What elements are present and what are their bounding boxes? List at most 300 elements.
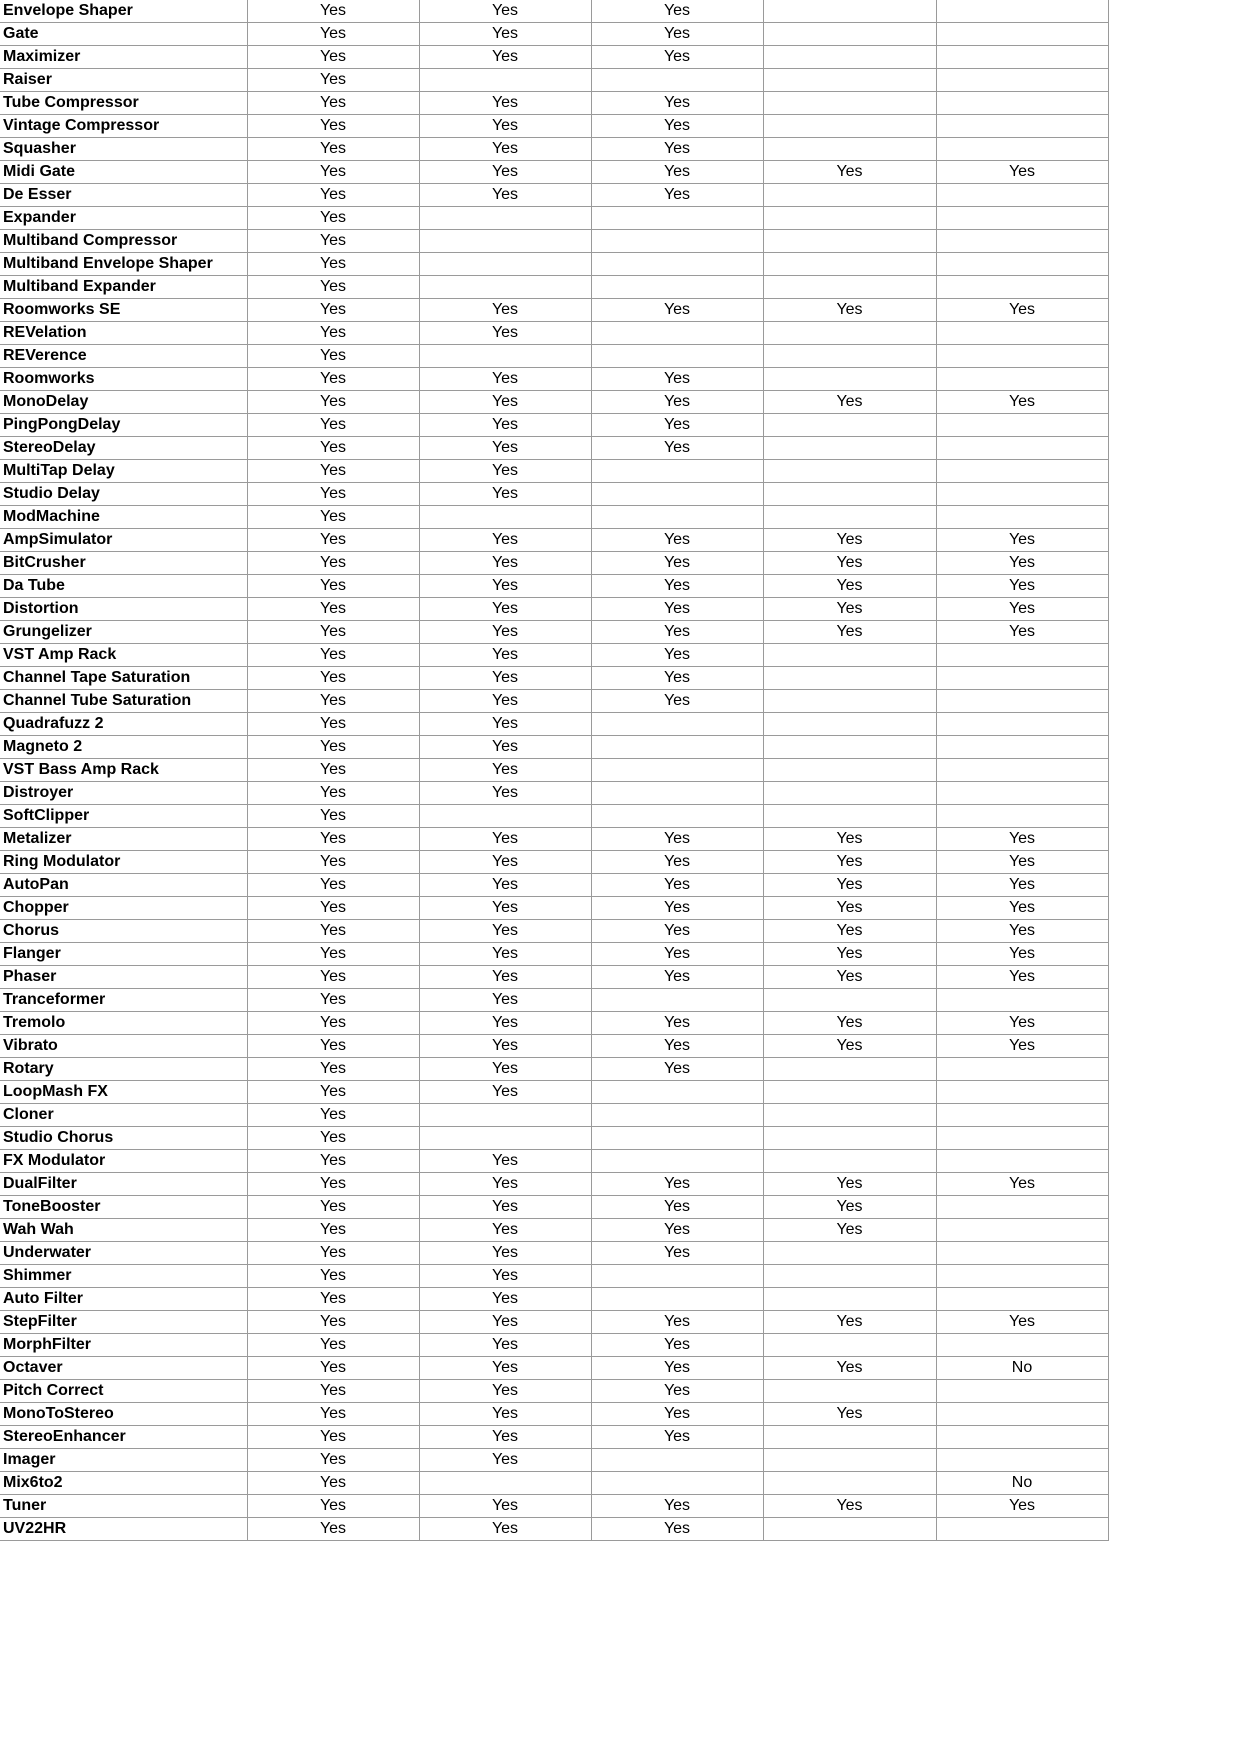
plugin-name-cell: Pitch Correct <box>0 1380 247 1403</box>
support-cell-col-2: Yes <box>419 874 591 897</box>
support-cell-col-5 <box>936 1449 1108 1472</box>
support-cell-col-1: Yes <box>247 1403 419 1426</box>
support-cell-col-3: Yes <box>591 1426 763 1449</box>
support-cell-col-4 <box>763 345 936 368</box>
support-cell-col-1: Yes <box>247 575 419 598</box>
plugin-name-cell: Flanger <box>0 943 247 966</box>
support-cell-col-1: Yes <box>247 1012 419 1035</box>
table-row <box>0 1104 1108 1127</box>
support-cell-col-3 <box>591 989 763 1012</box>
support-cell-col-1: Yes <box>247 506 419 529</box>
support-cell-col-4 <box>763 46 936 69</box>
support-cell-col-4: Yes <box>763 874 936 897</box>
support-cell-col-3 <box>591 253 763 276</box>
table-row <box>0 230 1108 253</box>
support-cell-col-5: Yes <box>936 828 1108 851</box>
support-cell-col-2: Yes <box>419 1035 591 1058</box>
plugin-name-cell: Midi Gate <box>0 161 247 184</box>
support-cell-col-5 <box>936 92 1108 115</box>
support-cell-col-2: Yes <box>419 92 591 115</box>
table-row <box>0 713 1108 736</box>
support-cell-col-4 <box>763 1334 936 1357</box>
support-cell-col-1: Yes <box>247 1449 419 1472</box>
plugin-name-cell: PingPongDelay <box>0 414 247 437</box>
support-cell-col-1: Yes <box>247 437 419 460</box>
support-cell-col-5 <box>936 414 1108 437</box>
plugin-name-cell: MonoDelay <box>0 391 247 414</box>
support-cell-col-1: Yes <box>247 368 419 391</box>
support-cell-col-4: Yes <box>763 1495 936 1518</box>
support-cell-col-3 <box>591 207 763 230</box>
table-row <box>0 1426 1108 1449</box>
support-cell-col-3 <box>591 1150 763 1173</box>
support-cell-col-2: Yes <box>419 299 591 322</box>
support-cell-col-1: Yes <box>247 414 419 437</box>
support-cell-col-5: Yes <box>936 943 1108 966</box>
support-cell-col-3: Yes <box>591 943 763 966</box>
support-cell-col-1: Yes <box>247 828 419 851</box>
support-cell-col-2 <box>419 1104 591 1127</box>
support-cell-col-1: Yes <box>247 667 419 690</box>
table-row <box>0 1058 1108 1081</box>
support-cell-col-4 <box>763 437 936 460</box>
support-cell-col-5 <box>936 1127 1108 1150</box>
support-cell-col-3: Yes <box>591 529 763 552</box>
plugin-name-cell: Gate <box>0 23 247 46</box>
support-cell-col-4 <box>763 1288 936 1311</box>
plugin-name-cell: Underwater <box>0 1242 247 1265</box>
support-cell-col-1: Yes <box>247 1380 419 1403</box>
table-row <box>0 161 1108 184</box>
support-cell-col-2 <box>419 506 591 529</box>
support-cell-col-5 <box>936 207 1108 230</box>
support-cell-col-1: Yes <box>247 736 419 759</box>
support-cell-col-3 <box>591 345 763 368</box>
support-cell-col-5 <box>936 782 1108 805</box>
support-cell-col-2: Yes <box>419 1426 591 1449</box>
table-row <box>0 69 1108 92</box>
support-cell-col-3: Yes <box>591 92 763 115</box>
table-row <box>0 897 1108 920</box>
support-cell-col-3: Yes <box>591 1196 763 1219</box>
support-cell-col-1: Yes <box>247 1311 419 1334</box>
plugin-name-cell: Imager <box>0 1449 247 1472</box>
support-cell-col-1: Yes <box>247 1334 419 1357</box>
plugin-name-cell: Roomworks <box>0 368 247 391</box>
plugin-name-cell: Auto Filter <box>0 1288 247 1311</box>
plugin-name-cell: Channel Tube Saturation <box>0 690 247 713</box>
support-cell-col-2: Yes <box>419 1081 591 1104</box>
support-cell-col-2: Yes <box>419 644 591 667</box>
support-cell-col-1: Yes <box>247 1357 419 1380</box>
table-row <box>0 46 1108 69</box>
support-cell-col-1: Yes <box>247 1472 419 1495</box>
support-cell-col-5 <box>936 1150 1108 1173</box>
support-cell-col-2: Yes <box>419 1449 591 1472</box>
support-cell-col-1: Yes <box>247 874 419 897</box>
table-row <box>0 667 1108 690</box>
table-row <box>0 1242 1108 1265</box>
support-cell-col-1: Yes <box>247 23 419 46</box>
support-cell-col-3 <box>591 713 763 736</box>
support-cell-col-1: Yes <box>247 713 419 736</box>
support-cell-col-3: Yes <box>591 1058 763 1081</box>
support-cell-col-1: Yes <box>247 207 419 230</box>
table-row <box>0 115 1108 138</box>
support-cell-col-2 <box>419 69 591 92</box>
support-cell-col-1: Yes <box>247 851 419 874</box>
support-cell-col-4 <box>763 644 936 667</box>
plugin-name-cell: Mix6to2 <box>0 1472 247 1495</box>
support-cell-col-4 <box>763 253 936 276</box>
plugin-name-cell: Grungelizer <box>0 621 247 644</box>
support-cell-col-2 <box>419 253 591 276</box>
support-cell-col-4: Yes <box>763 299 936 322</box>
support-cell-col-4 <box>763 0 936 23</box>
table-row <box>0 1495 1108 1518</box>
support-cell-col-5 <box>936 437 1108 460</box>
support-cell-col-2: Yes <box>419 1495 591 1518</box>
support-cell-col-5 <box>936 736 1108 759</box>
support-cell-col-1: Yes <box>247 115 419 138</box>
table-row <box>0 552 1108 575</box>
plugin-name-cell: Tube Compressor <box>0 92 247 115</box>
support-cell-col-4 <box>763 276 936 299</box>
support-cell-col-2: Yes <box>419 759 591 782</box>
support-cell-col-1: Yes <box>247 966 419 989</box>
support-cell-col-4 <box>763 1104 936 1127</box>
support-cell-col-1: Yes <box>247 1196 419 1219</box>
support-cell-col-5: Yes <box>936 1173 1108 1196</box>
support-cell-col-4: Yes <box>763 851 936 874</box>
support-cell-col-2: Yes <box>419 920 591 943</box>
support-cell-col-5: Yes <box>936 1495 1108 1518</box>
support-cell-col-3: Yes <box>591 46 763 69</box>
support-cell-col-1: Yes <box>247 920 419 943</box>
table-row <box>0 851 1108 874</box>
table-row <box>0 805 1108 828</box>
support-cell-col-4: Yes <box>763 1012 936 1035</box>
support-cell-col-3: Yes <box>591 598 763 621</box>
plugin-name-cell: StepFilter <box>0 1311 247 1334</box>
support-cell-col-3: Yes <box>591 299 763 322</box>
support-cell-col-4 <box>763 414 936 437</box>
support-cell-col-3: Yes <box>591 138 763 161</box>
support-cell-col-5: Yes <box>936 1311 1108 1334</box>
support-cell-col-2: Yes <box>419 1058 591 1081</box>
support-cell-col-4 <box>763 322 936 345</box>
plugin-name-cell: DualFilter <box>0 1173 247 1196</box>
support-cell-col-3 <box>591 460 763 483</box>
plugin-name-cell: VST Bass Amp Rack <box>0 759 247 782</box>
support-cell-col-3: Yes <box>591 1518 763 1541</box>
table-row <box>0 1403 1108 1426</box>
table-row <box>0 0 1108 23</box>
support-cell-col-3: Yes <box>591 1403 763 1426</box>
plugin-name-cell: REVelation <box>0 322 247 345</box>
plugin-name-cell: SoftClipper <box>0 805 247 828</box>
support-cell-col-5: Yes <box>936 598 1108 621</box>
support-cell-col-4: Yes <box>763 897 936 920</box>
support-cell-col-1: Yes <box>247 483 419 506</box>
plugin-name-cell: Studio Delay <box>0 483 247 506</box>
support-cell-col-4: Yes <box>763 1196 936 1219</box>
table-row <box>0 736 1108 759</box>
plugin-name-cell: Multiband Envelope Shaper <box>0 253 247 276</box>
support-cell-col-4 <box>763 736 936 759</box>
support-cell-col-2: Yes <box>419 1380 591 1403</box>
support-cell-col-1: Yes <box>247 621 419 644</box>
support-cell-col-2: Yes <box>419 529 591 552</box>
support-cell-col-1: Yes <box>247 1518 419 1541</box>
support-cell-col-2: Yes <box>419 598 591 621</box>
table-row <box>0 1012 1108 1035</box>
plugin-name-cell: StereoDelay <box>0 437 247 460</box>
plugin-name-cell: Vintage Compressor <box>0 115 247 138</box>
support-cell-col-2 <box>419 207 591 230</box>
plugin-name-cell: LoopMash FX <box>0 1081 247 1104</box>
support-cell-col-3 <box>591 483 763 506</box>
support-cell-col-2: Yes <box>419 1219 591 1242</box>
support-cell-col-4 <box>763 989 936 1012</box>
plugin-name-cell: AutoPan <box>0 874 247 897</box>
support-cell-col-5 <box>936 667 1108 690</box>
support-cell-col-4: Yes <box>763 1219 936 1242</box>
table-row <box>0 598 1108 621</box>
plugin-name-cell: Maximizer <box>0 46 247 69</box>
support-cell-col-1: Yes <box>247 989 419 1012</box>
support-cell-col-3: Yes <box>591 920 763 943</box>
plugin-name-cell: Channel Tape Saturation <box>0 667 247 690</box>
plugin-name-cell: Rotary <box>0 1058 247 1081</box>
support-cell-col-1: Yes <box>247 690 419 713</box>
support-cell-col-4: Yes <box>763 1035 936 1058</box>
support-cell-col-4 <box>763 667 936 690</box>
support-cell-col-3: Yes <box>591 874 763 897</box>
support-cell-col-2: Yes <box>419 828 591 851</box>
table-row <box>0 1334 1108 1357</box>
support-cell-col-5: Yes <box>936 299 1108 322</box>
table-row <box>0 690 1108 713</box>
support-cell-col-3: Yes <box>591 575 763 598</box>
support-cell-col-1: Yes <box>247 460 419 483</box>
plugin-name-cell: Tremolo <box>0 1012 247 1035</box>
plugin-name-cell: MorphFilter <box>0 1334 247 1357</box>
support-cell-col-2: Yes <box>419 552 591 575</box>
support-cell-col-1: Yes <box>247 184 419 207</box>
support-cell-col-4 <box>763 92 936 115</box>
support-cell-col-5 <box>936 1380 1108 1403</box>
support-cell-col-2: Yes <box>419 391 591 414</box>
support-cell-col-5 <box>936 644 1108 667</box>
plugin-name-cell: De Esser <box>0 184 247 207</box>
support-cell-col-4: Yes <box>763 529 936 552</box>
support-cell-col-4 <box>763 713 936 736</box>
support-cell-col-2: Yes <box>419 897 591 920</box>
support-cell-col-5: Yes <box>936 1012 1108 1035</box>
table-row <box>0 1380 1108 1403</box>
support-cell-col-1: Yes <box>247 299 419 322</box>
support-cell-col-5 <box>936 713 1108 736</box>
support-cell-col-4 <box>763 1472 936 1495</box>
support-cell-col-1: Yes <box>247 552 419 575</box>
support-cell-col-4 <box>763 483 936 506</box>
support-cell-col-5 <box>936 1058 1108 1081</box>
plugin-name-cell: Metalizer <box>0 828 247 851</box>
support-cell-col-1: Yes <box>247 1173 419 1196</box>
support-cell-col-4 <box>763 115 936 138</box>
support-cell-col-1: Yes <box>247 1058 419 1081</box>
table-row <box>0 23 1108 46</box>
support-cell-col-1: Yes <box>247 161 419 184</box>
support-cell-col-3: Yes <box>591 828 763 851</box>
support-cell-col-4: Yes <box>763 1357 936 1380</box>
support-cell-col-5 <box>936 805 1108 828</box>
support-cell-col-2: Yes <box>419 1518 591 1541</box>
support-cell-col-4 <box>763 69 936 92</box>
support-cell-col-5 <box>936 253 1108 276</box>
support-cell-col-5 <box>936 1265 1108 1288</box>
support-cell-col-3: Yes <box>591 621 763 644</box>
support-cell-col-3: Yes <box>591 644 763 667</box>
support-cell-col-2: Yes <box>419 138 591 161</box>
support-cell-col-2 <box>419 1472 591 1495</box>
support-cell-col-2: Yes <box>419 483 591 506</box>
plugin-name-cell: Roomworks SE <box>0 299 247 322</box>
support-cell-col-2: Yes <box>419 161 591 184</box>
support-cell-col-5: No <box>936 1357 1108 1380</box>
plugin-name-cell: Chopper <box>0 897 247 920</box>
support-cell-col-4 <box>763 1449 936 1472</box>
support-cell-col-2: Yes <box>419 1288 591 1311</box>
support-cell-col-5: Yes <box>936 851 1108 874</box>
support-cell-col-1: Yes <box>247 1127 419 1150</box>
support-cell-col-5: Yes <box>936 920 1108 943</box>
table-row <box>0 1196 1108 1219</box>
support-cell-col-4: Yes <box>763 575 936 598</box>
support-cell-col-2: Yes <box>419 1173 591 1196</box>
table-row <box>0 575 1108 598</box>
support-cell-col-2: Yes <box>419 736 591 759</box>
support-cell-col-1: Yes <box>247 1242 419 1265</box>
support-cell-col-5 <box>936 690 1108 713</box>
support-cell-col-4 <box>763 460 936 483</box>
plugin-name-cell: FX Modulator <box>0 1150 247 1173</box>
plugin-name-cell: Distroyer <box>0 782 247 805</box>
plugin-name-cell: Tuner <box>0 1495 247 1518</box>
support-cell-col-3 <box>591 1472 763 1495</box>
support-cell-col-3: Yes <box>591 552 763 575</box>
table-row <box>0 345 1108 368</box>
support-cell-col-2: Yes <box>419 667 591 690</box>
support-cell-col-1: Yes <box>247 1426 419 1449</box>
support-cell-col-2 <box>419 1127 591 1150</box>
support-cell-col-4: Yes <box>763 1311 936 1334</box>
support-cell-col-4 <box>763 690 936 713</box>
support-cell-col-5 <box>936 759 1108 782</box>
table-row <box>0 1173 1108 1196</box>
support-cell-col-1: Yes <box>247 69 419 92</box>
plugin-name-cell: Ring Modulator <box>0 851 247 874</box>
support-cell-col-2: Yes <box>419 368 591 391</box>
table-row <box>0 1472 1108 1495</box>
support-cell-col-5 <box>936 1196 1108 1219</box>
table-row <box>0 943 1108 966</box>
support-cell-col-1: Yes <box>247 1104 419 1127</box>
support-cell-col-4 <box>763 1081 936 1104</box>
support-cell-col-3: Yes <box>591 437 763 460</box>
table-row <box>0 1219 1108 1242</box>
table-row <box>0 759 1108 782</box>
support-cell-col-2: Yes <box>419 460 591 483</box>
support-cell-col-2: Yes <box>419 184 591 207</box>
plugin-name-cell: Shimmer <box>0 1265 247 1288</box>
plugin-name-cell: Cloner <box>0 1104 247 1127</box>
support-cell-col-2 <box>419 805 591 828</box>
support-cell-col-5 <box>936 138 1108 161</box>
table-row <box>0 1311 1108 1334</box>
support-cell-col-4 <box>763 805 936 828</box>
support-cell-col-3: Yes <box>591 667 763 690</box>
support-cell-col-3 <box>591 1127 763 1150</box>
support-cell-col-1: Yes <box>247 782 419 805</box>
support-cell-col-4: Yes <box>763 1403 936 1426</box>
plugin-name-cell: VST Amp Rack <box>0 644 247 667</box>
support-cell-col-5: Yes <box>936 874 1108 897</box>
support-cell-col-3: Yes <box>591 1357 763 1380</box>
support-cell-col-2: Yes <box>419 966 591 989</box>
table-row <box>0 483 1108 506</box>
support-cell-col-2: Yes <box>419 1265 591 1288</box>
plugin-name-cell: Quadrafuzz 2 <box>0 713 247 736</box>
table-row <box>0 1035 1108 1058</box>
plugin-name-cell: Multiband Expander <box>0 276 247 299</box>
support-cell-col-3: Yes <box>591 115 763 138</box>
table-row <box>0 1150 1108 1173</box>
plugin-name-cell: Tranceformer <box>0 989 247 1012</box>
table-row <box>0 529 1108 552</box>
support-cell-col-4 <box>763 506 936 529</box>
support-cell-col-5 <box>936 184 1108 207</box>
support-cell-col-3 <box>591 1104 763 1127</box>
plugin-name-cell: Chorus <box>0 920 247 943</box>
support-cell-col-3: Yes <box>591 1219 763 1242</box>
support-cell-col-4 <box>763 138 936 161</box>
support-cell-col-1: Yes <box>247 345 419 368</box>
support-cell-col-2: Yes <box>419 322 591 345</box>
plugin-name-cell: REVerence <box>0 345 247 368</box>
support-cell-col-4: Yes <box>763 920 936 943</box>
plugin-name-cell: Distortion <box>0 598 247 621</box>
support-cell-col-5 <box>936 46 1108 69</box>
table-row <box>0 1081 1108 1104</box>
support-cell-col-3: Yes <box>591 1012 763 1035</box>
support-cell-col-5 <box>936 1403 1108 1426</box>
support-cell-col-3: Yes <box>591 184 763 207</box>
support-cell-col-3 <box>591 736 763 759</box>
plugin-name-cell: Expander <box>0 207 247 230</box>
support-cell-col-5 <box>936 368 1108 391</box>
support-cell-col-1: Yes <box>247 759 419 782</box>
table-row <box>0 207 1108 230</box>
plugin-name-cell: Squasher <box>0 138 247 161</box>
plugin-name-cell: ToneBooster <box>0 1196 247 1219</box>
support-cell-col-1: Yes <box>247 1219 419 1242</box>
support-cell-col-5: Yes <box>936 1035 1108 1058</box>
support-cell-col-4: Yes <box>763 828 936 851</box>
support-cell-col-5 <box>936 483 1108 506</box>
plugin-name-cell: Vibrato <box>0 1035 247 1058</box>
